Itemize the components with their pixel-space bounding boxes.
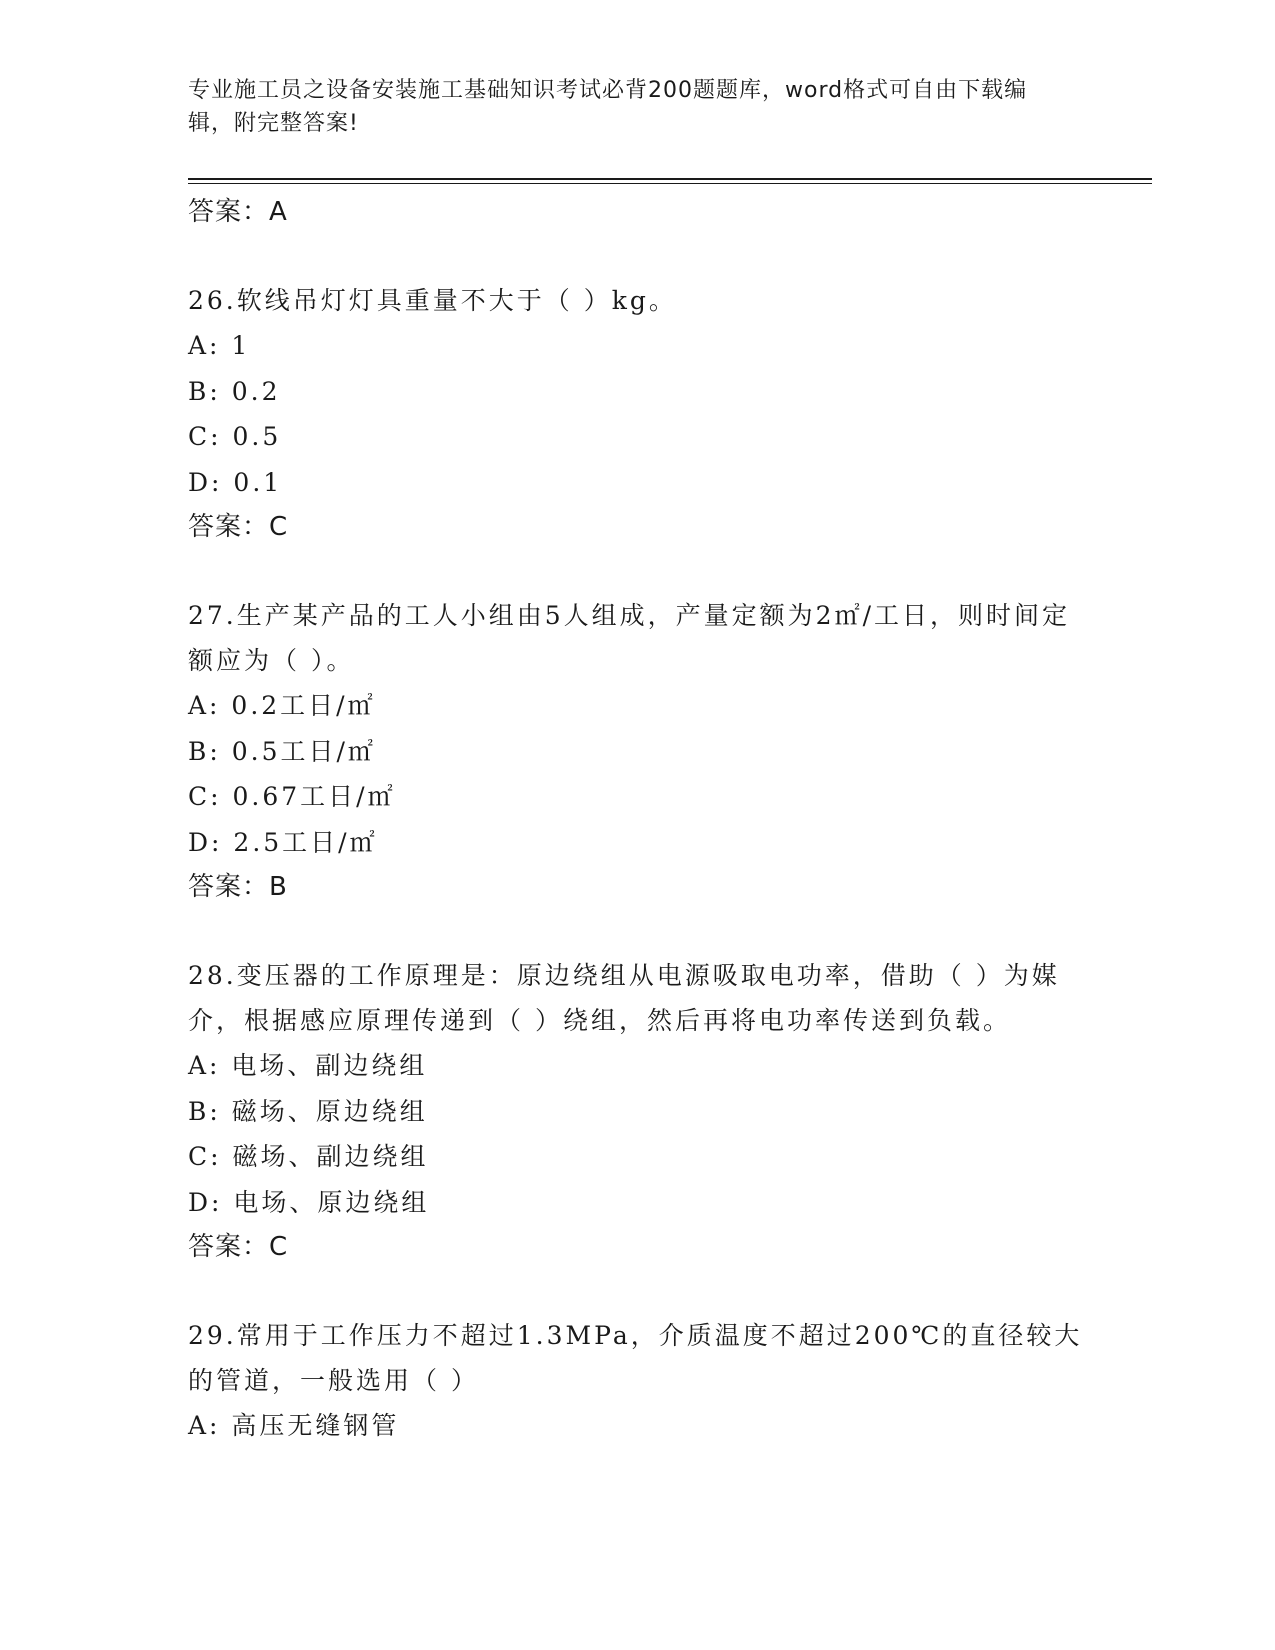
- option-b: B: 0.5工日/㎡: [188, 736, 376, 766]
- option-c: C: 0.5: [188, 422, 282, 451]
- question-text: 29.常用于工作压力不超过1.3MPa，介质温度不超过200℃的直径较大的管道，一般选用（ ）: [188, 1321, 1083, 1395]
- option-c: C: 0.67工日/㎡: [188, 782, 396, 811]
- option-a: A: 电场、副边绕组: [188, 1051, 428, 1080]
- question-answer: 答案：B: [188, 872, 288, 902]
- option-a: A: 1: [188, 331, 251, 360]
- question-text: 27.生产某产品的工人小组由5人组成，产量定额为2㎡/工日，则时间定额应为（ ）。: [188, 601, 1070, 675]
- header-divider-thick: [188, 178, 1152, 180]
- document-header: 专业施工员之设备安装施工基础知识考试必背200题题库，word格式可自由下载编辑，附完整答案!: [188, 78, 1028, 136]
- option-b: B: 磁场、原边绕组: [188, 1096, 428, 1126]
- question-27: [188, 593, 1088, 909]
- document-body: [188, 190, 1088, 1449]
- question-28: [188, 953, 1088, 1269]
- option-d: D: 2.5工日/㎡: [188, 827, 378, 857]
- question-26: [188, 278, 1088, 549]
- option-c: C: 磁场、副边绕组: [188, 1142, 429, 1171]
- question-answer: 答案：C: [188, 512, 289, 542]
- option-d: D: 电场、原边绕组: [188, 1187, 430, 1217]
- option-a: A: 0.2工日/㎡: [188, 691, 376, 720]
- question-text: 26.软线吊灯灯具重量不大于（ ）kg。: [188, 286, 677, 315]
- option-d: D: 0.1: [188, 467, 283, 497]
- question-answer: 答案：C: [188, 1232, 289, 1262]
- option-a: A: 高压无缝钢管: [188, 1411, 400, 1440]
- question-text: 28.变压器的工作原理是：原边绕组从电源吸取电功率，借助（ ）为媒介，根据感应原理传递到（ ）绕组，然后再将电功率传送到负载。: [188, 961, 1060, 1035]
- previous-answer: 答案：A: [188, 197, 288, 227]
- question-29: [188, 1313, 1088, 1449]
- header-divider-thin: [188, 183, 1152, 184]
- option-b: B: 0.2: [188, 376, 281, 406]
